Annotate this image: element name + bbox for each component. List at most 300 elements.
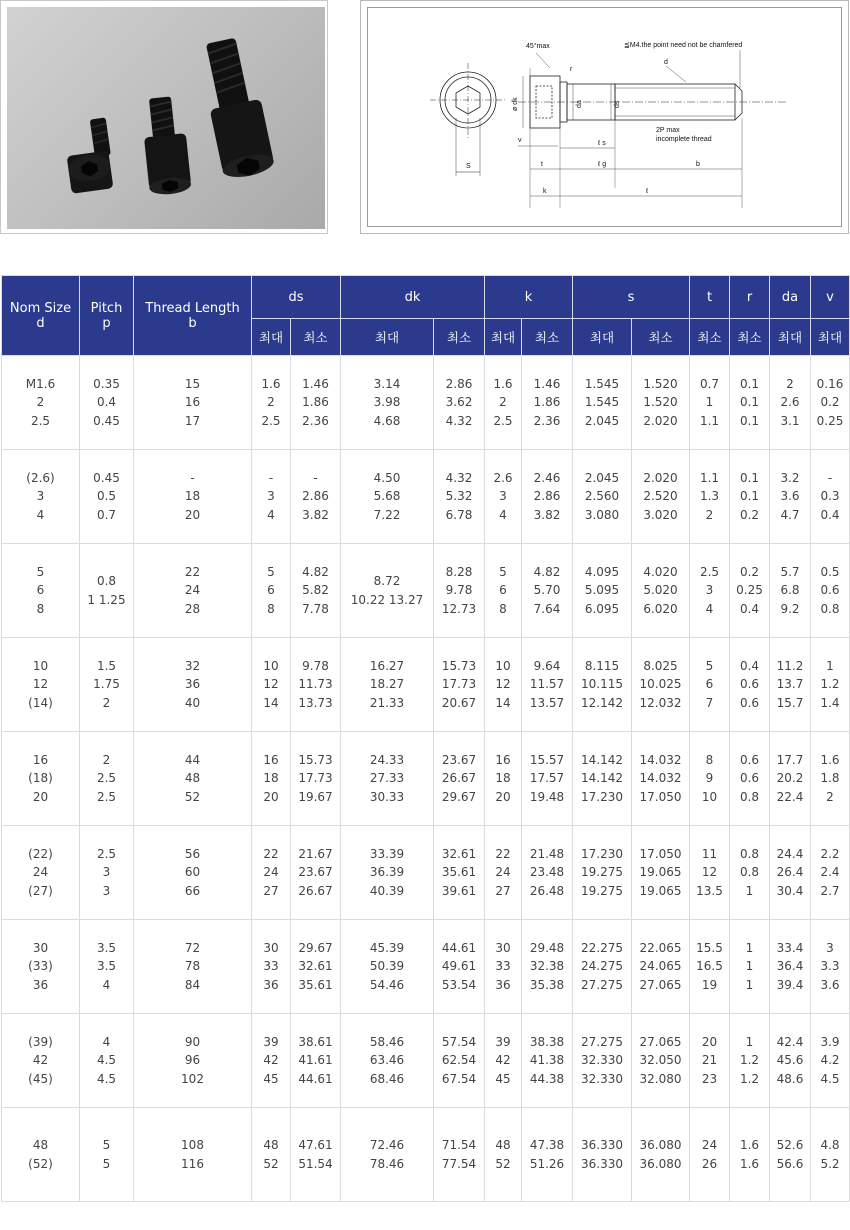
cell-line: 13.57: [529, 695, 565, 710]
table-row: [2, 826, 850, 920]
cell-line: 3.98: [373, 395, 401, 410]
table-row: [2, 732, 850, 826]
cell-line: 17.050: [639, 789, 682, 804]
label-incomplete-thread: incomplete thread: [656, 136, 712, 143]
cell-line: 2.6: [780, 395, 800, 410]
subheader-dk-min: 최소: [434, 319, 485, 356]
cell-line: 4: [102, 977, 111, 992]
table-row: [2, 450, 850, 544]
cell-line: 24: [32, 865, 49, 880]
cell-line: 33: [495, 959, 511, 974]
cell-ds-min: [291, 1014, 341, 1108]
cell-line: 0.2: [739, 564, 760, 579]
cell-k-min: [522, 732, 573, 826]
cell-line: 10: [263, 658, 279, 673]
cell-line: 33.39: [369, 846, 405, 861]
cell-line: 2: [705, 507, 714, 522]
label-d: d: [664, 59, 668, 66]
cell-line: 0.16: [816, 376, 844, 391]
cell-line: 27.275: [581, 1034, 623, 1049]
cell-line: 1.5: [96, 658, 117, 673]
cell-line: 1.46: [302, 376, 329, 391]
cell-nom: [2, 920, 80, 1014]
cell-line: 52: [184, 789, 201, 804]
cell-line: 3: [102, 865, 111, 880]
cell-t: [690, 732, 730, 826]
cell-da: [770, 1014, 811, 1108]
cell-line: 7.64: [533, 601, 561, 616]
cell-line: 57.54: [441, 1034, 477, 1049]
cell-line: 19.48: [529, 789, 565, 804]
cell-k-min: [522, 356, 573, 450]
cell-s-min: [632, 826, 690, 920]
cell-r: [730, 1108, 770, 1202]
cell-s-max: [573, 1108, 632, 1202]
label-ls: ℓ s: [598, 140, 606, 147]
cell-t: [690, 826, 730, 920]
cell-t: [690, 920, 730, 1014]
cell-line: 4.020: [643, 564, 678, 579]
cell-ds-max: [252, 1014, 291, 1108]
cell-line: 4: [36, 507, 45, 522]
cell-line: 1.86: [533, 395, 561, 410]
cell-r: [730, 356, 770, 450]
cell-s-min: [632, 356, 690, 450]
cell-s-max: [573, 732, 632, 826]
cell-line: 36.330: [581, 1156, 623, 1171]
cell-line: 22: [263, 846, 279, 861]
cell-dk-min: [434, 732, 485, 826]
cell-line: 36.39: [369, 865, 405, 880]
product-photo: [7, 7, 325, 229]
cell-line: 9.78: [302, 658, 329, 673]
spec-table: [1, 275, 850, 1202]
cell-line: 42.4: [776, 1034, 804, 1049]
cell-line: 3.2: [780, 470, 800, 485]
cell-line: 5.32: [445, 489, 473, 504]
cell-line: 32: [184, 658, 201, 673]
cell-line: 15.7: [776, 695, 804, 710]
cell-line: 0.5: [820, 564, 840, 579]
cell-da: [770, 732, 811, 826]
cell-line: 1.3: [699, 489, 720, 504]
cell-line: 72: [184, 940, 201, 955]
cell-s-max: [573, 356, 632, 450]
cell-k-min: [522, 826, 573, 920]
cell-ds-min: [291, 638, 341, 732]
cell-line: 4: [267, 507, 275, 522]
cell-line: 5: [705, 658, 714, 673]
label-chamfer-note: ≦M4.the point need not be chamfered: [624, 42, 743, 49]
cell-t: [690, 1108, 730, 1202]
cell-s-max: [573, 544, 632, 638]
cell-line: 4.32: [445, 413, 473, 428]
cell-r: [730, 920, 770, 1014]
subheader-k-min: 최소: [522, 319, 573, 356]
cell-line: 0.6: [739, 677, 760, 692]
cell-line: 6: [267, 583, 275, 598]
cell-line: (2.6): [26, 470, 55, 485]
cell-line: 11: [701, 846, 718, 861]
cell-line: 10: [701, 789, 718, 804]
cell-line: 32.080: [639, 1071, 682, 1086]
cell-line: 19.065: [639, 865, 682, 880]
cell-line: 48: [32, 1138, 49, 1152]
cell-line: 11.57: [529, 677, 565, 692]
cell-ds-min: [291, 732, 341, 826]
cell-line: 0.8: [96, 574, 117, 588]
cell-da: [770, 356, 811, 450]
cell-line: 16: [263, 752, 279, 767]
cell-line: 32.330: [581, 1071, 623, 1086]
cell-b: [134, 920, 252, 1014]
cell-line: 2: [102, 695, 111, 710]
cell-line: 2.86: [445, 376, 473, 391]
cell-line: 4: [705, 601, 714, 616]
cell-ds-max: [252, 544, 291, 638]
cell-line: 0.1: [739, 489, 760, 504]
cell-line: 2.5: [96, 789, 117, 804]
cell-line: 1: [705, 395, 714, 410]
cell-dk-min: [434, 826, 485, 920]
cell-line: 17: [184, 413, 201, 428]
cell-line: 0.1: [739, 413, 760, 428]
cell-line: 17.73: [441, 677, 477, 692]
cell-line: 44.61: [441, 940, 477, 955]
cell-line: 2.020: [643, 470, 678, 485]
cell-line: 12: [701, 865, 718, 880]
cell-line: 54.46: [369, 977, 405, 992]
cell-line: (33): [28, 959, 53, 974]
cell-line: 21: [701, 1053, 718, 1068]
cell-line: 67.54: [441, 1071, 477, 1086]
cell-line: 24.33: [369, 752, 405, 767]
cell-ds-max: [252, 1108, 291, 1202]
cell-line: 3: [499, 489, 507, 504]
cell-line: 0.2: [820, 395, 840, 410]
cell-line: 4.7: [780, 507, 800, 522]
cell-line: 16: [495, 752, 511, 767]
cell-t: [690, 450, 730, 544]
cell-line: 5.70: [533, 583, 561, 598]
cell-v: [811, 1108, 850, 1202]
cell-line: 1.545: [584, 376, 620, 391]
cell-line: 17.050: [639, 846, 682, 861]
cell-line: 9.78: [445, 583, 473, 598]
spec-table-body: [2, 356, 850, 1202]
cell-line: 50.39: [369, 959, 405, 974]
cell-line: 4.2: [820, 1053, 840, 1068]
cell-line: 36: [263, 977, 279, 992]
cell-line: 32.61: [441, 846, 477, 861]
cell-line: 0.4: [96, 395, 117, 410]
cell-line: 0.1: [739, 470, 760, 485]
cell-line: 20.2: [776, 771, 804, 786]
cell-pitch: [80, 638, 134, 732]
cell-line: 0.1: [739, 395, 760, 410]
cell-line: 32.61: [298, 959, 333, 974]
cell-line: 12.142: [581, 695, 623, 710]
cell-line: 77.54: [441, 1156, 477, 1171]
cell-line: 49.61: [441, 959, 477, 974]
cell-line: 2: [102, 752, 111, 767]
cell-line: 1.1: [699, 470, 720, 485]
cell-line: (39): [28, 1034, 53, 1049]
cell-line: 2.5: [699, 564, 720, 579]
cell-r: [730, 826, 770, 920]
cell-line: 39.4: [776, 977, 804, 992]
cell-line: 42: [32, 1053, 49, 1068]
cell-line: 18.27: [369, 677, 405, 692]
cell-line: 4.68: [373, 413, 401, 428]
cell-line: 42: [495, 1053, 511, 1068]
cell-line: 1.6: [739, 1138, 760, 1152]
cell-line: 36.080: [639, 1138, 682, 1152]
cell-line: 24: [263, 865, 279, 880]
cell-line: 5: [267, 564, 275, 579]
cell-line: 2.560: [584, 489, 620, 504]
cell-line: 1: [745, 883, 754, 898]
cell-line: 10: [32, 658, 49, 673]
cell-s-min: [632, 638, 690, 732]
cell-line: 17.230: [581, 789, 623, 804]
cell-line: 48: [495, 1138, 511, 1152]
cell-line: 8: [705, 752, 714, 767]
cell-line: 36: [184, 677, 201, 692]
cell-line: 23.67: [298, 865, 333, 880]
cell-b: [134, 1014, 252, 1108]
subheader-v-max: 최대: [811, 319, 850, 356]
cell-line: 27.065: [639, 977, 682, 992]
cell-k-min: [522, 638, 573, 732]
cell-line: 58.46: [369, 1034, 405, 1049]
cell-t: [690, 356, 730, 450]
cell-s-max: [573, 826, 632, 920]
cell-line: 12.73: [441, 601, 477, 616]
subheader-dk-max: 최대: [341, 319, 434, 356]
cell-line: 8: [499, 601, 507, 616]
cell-line: 7: [705, 695, 714, 710]
label-da: da: [576, 100, 583, 108]
cell-line: 24.4: [776, 846, 804, 861]
cell-line: 7.78: [302, 601, 329, 616]
cell-nom: [2, 638, 80, 732]
cell-k-max: [485, 1014, 522, 1108]
cell-line: 19: [701, 977, 718, 992]
cell-line: 32.330: [581, 1053, 623, 1068]
cell-line: 35.61: [441, 865, 477, 880]
header-ds: ds: [252, 276, 341, 319]
cell-line: 21.67: [298, 846, 333, 861]
cell-v: [811, 732, 850, 826]
cell-dk-min: [434, 1108, 485, 1202]
cell-line: (52): [28, 1156, 53, 1171]
cell-nom: [2, 826, 80, 920]
header-da: da: [770, 276, 811, 319]
cell-line: 30.4: [776, 883, 804, 898]
cell-k-max: [485, 450, 522, 544]
cell-line: 39: [263, 1034, 279, 1049]
product-photo-frame: [0, 0, 328, 234]
cell-line: 10.22 13.27: [350, 592, 424, 607]
cell-line: 27.33: [369, 771, 405, 786]
label-r: r: [570, 66, 573, 73]
cell-line: 26: [701, 1156, 718, 1171]
cell-ds-min: [291, 1108, 341, 1202]
table-row: [2, 356, 850, 450]
cell-pitch: [80, 1014, 134, 1108]
label-2p-max: 2P max: [656, 127, 680, 134]
cell-k-max: [485, 732, 522, 826]
cell-b: [134, 638, 252, 732]
cell-line: 52: [263, 1156, 279, 1171]
cell-line: 3.3: [820, 959, 840, 974]
cell-line: 18: [263, 771, 279, 786]
cell-line: 2.020: [643, 413, 678, 428]
cell-line: 12: [495, 677, 511, 692]
cell-line: 40.39: [369, 883, 405, 898]
cell-line: 13.7: [776, 677, 804, 692]
cell-line: 22.4: [776, 789, 804, 804]
subheader-ds-max: 최대: [252, 319, 291, 356]
cell-line: 27.065: [639, 1034, 682, 1049]
cell-line: (22): [28, 846, 53, 861]
cell-line: 2.6: [493, 470, 513, 485]
header-thread-length: Thread Length b: [134, 276, 252, 356]
cell-ds-max: [252, 826, 291, 920]
cell-line: 53.54: [441, 977, 477, 992]
cell-line: 3: [102, 883, 111, 898]
cell-line: 45: [495, 1071, 511, 1086]
cell-line: 29.67: [298, 940, 333, 955]
cell-pitch: [80, 920, 134, 1014]
cell-line: 36.330: [581, 1138, 623, 1152]
cell-v: [811, 544, 850, 638]
cell-line: 9.64: [533, 658, 561, 673]
cell-line: 20: [184, 507, 201, 522]
cell-line: 2: [826, 789, 834, 804]
cell-line: 4.32: [445, 470, 473, 485]
cell-line: 66: [184, 883, 201, 898]
cell-line: 1.520: [643, 376, 678, 391]
cell-da: [770, 920, 811, 1014]
cell-k-min: [522, 544, 573, 638]
cell-line: 3.9: [820, 1034, 840, 1049]
cell-line: 14: [263, 695, 279, 710]
cell-dk-max: [341, 544, 434, 638]
cell-line: 2: [786, 376, 794, 391]
cell-line: 15.73: [441, 658, 477, 673]
cell-line: 30: [32, 940, 49, 955]
cell-line: 14.142: [581, 771, 623, 786]
cell-line: 72.46: [369, 1138, 405, 1152]
table-row: [2, 1014, 850, 1108]
cell-line: 1.2: [739, 1053, 760, 1068]
label-b: b: [696, 161, 700, 168]
cell-t: [690, 544, 730, 638]
cell-line: 2.7: [820, 883, 840, 898]
cell-dk-min: [434, 920, 485, 1014]
subheader-da-max: 최대: [770, 319, 811, 356]
cell-line: 18: [495, 771, 511, 786]
cell-line: 0.6: [739, 752, 760, 767]
cell-line: 26.48: [529, 883, 565, 898]
dimension-diagram-frame: [360, 0, 849, 234]
cell-line: (45): [28, 1071, 53, 1086]
cell-line: 35.61: [298, 977, 333, 992]
cell-r: [730, 732, 770, 826]
cell-line: 22.065: [639, 940, 682, 955]
cell-v: [811, 356, 850, 450]
cell-line: 21.48: [529, 846, 565, 861]
header-dk: dk: [341, 276, 485, 319]
cell-v: [811, 638, 850, 732]
cell-line: 26.67: [441, 771, 477, 786]
cell-line: 24: [184, 583, 201, 598]
cell-v: [811, 920, 850, 1014]
cell-line: 17.57: [529, 771, 565, 786]
cell-line: -: [190, 470, 195, 485]
cell-line: 20: [701, 1034, 718, 1049]
cell-line: 90: [184, 1034, 201, 1049]
cell-line: -: [313, 470, 318, 485]
cell-line: 56: [184, 846, 201, 861]
cell-line: 1.75: [93, 677, 120, 692]
cell-line: (27): [28, 883, 53, 898]
cell-line: 0.8: [739, 846, 760, 861]
cell-line: 2.5: [96, 771, 117, 786]
cell-line: 9: [705, 771, 714, 786]
cell-line: 36: [32, 977, 49, 992]
cell-line: 6.020: [643, 601, 678, 616]
cell-r: [730, 638, 770, 732]
cell-s-min: [632, 732, 690, 826]
cell-nom: [2, 1014, 80, 1108]
cell-line: 3: [36, 489, 45, 504]
cell-ds-min: [291, 356, 341, 450]
header-s: s: [573, 276, 690, 319]
cell-ds-min: [291, 450, 341, 544]
cell-k-min: [522, 1108, 573, 1202]
cell-r: [730, 450, 770, 544]
cell-line: 4.82: [533, 564, 561, 579]
subheader-k-max: 최대: [485, 319, 522, 356]
cell-line: 20.67: [441, 695, 477, 710]
cell-b: [134, 1108, 252, 1202]
cell-line: 4.095: [584, 564, 620, 579]
cell-line: 8.28: [445, 564, 473, 579]
cell-line: 60: [184, 865, 201, 880]
cell-line: 2: [499, 395, 507, 410]
cell-line: 48: [184, 771, 201, 786]
cell-line: 23: [701, 1071, 718, 1086]
cell-line: 13.5: [696, 883, 723, 898]
cell-line: 56.6: [776, 1156, 804, 1171]
cell-line: 0.8: [739, 789, 760, 804]
cell-line: 6: [705, 677, 714, 692]
cell-line: 1.2: [820, 677, 840, 692]
table-row: [2, 544, 850, 638]
cell-dk-min: [434, 356, 485, 450]
cell-line: 45.39: [369, 940, 405, 955]
cell-line: 22: [184, 564, 201, 579]
cell-line: 5: [499, 564, 507, 579]
cell-line: 27.275: [581, 977, 623, 992]
cell-line: 2.2: [820, 846, 840, 861]
cell-line: 5.82: [302, 583, 329, 598]
cell-line: 47.38: [529, 1138, 565, 1152]
cell-line: 0.25: [736, 583, 763, 598]
